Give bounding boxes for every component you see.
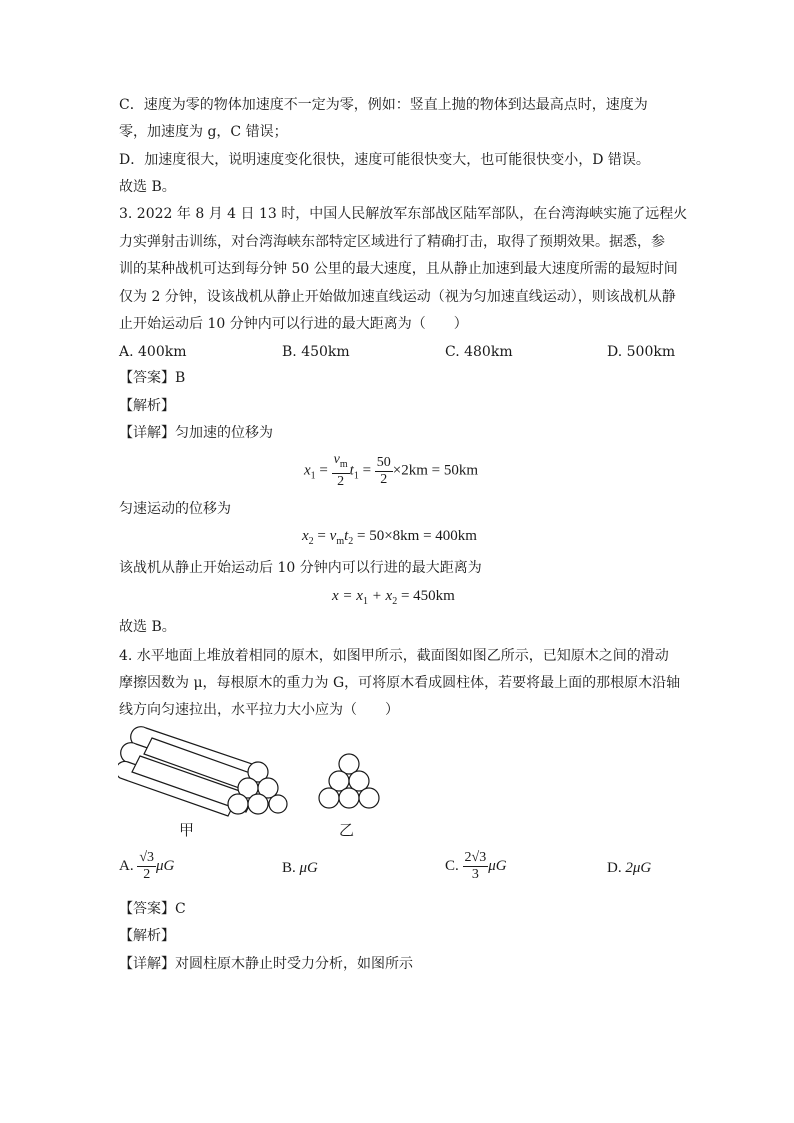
question3-analysis-heading: 【解析】 — [119, 398, 175, 414]
question4-option-a: A. $\frac{√3}{2}$ μG — [119, 850, 175, 882]
question4-line2: 摩擦因数为 μ，每根原木的重力为 G，可将原木看成圆柱体，若要将最上面的那根原木沿轴 — [119, 675, 681, 691]
question4-option-c: C. $\frac{2√3}{3}$ μG — [445, 850, 507, 882]
option-c-explanation-line1: C．速度为零的物体加速度不一定为零，例如：竖直上抛的物体到达最高点时，速度为 — [119, 97, 648, 113]
question4-line3: 线方向匀速拉出，水平拉力大小应为（ ） — [119, 702, 399, 718]
question3-option-b: B. 450km — [282, 344, 350, 360]
figure-label-yi: 乙 — [339, 821, 355, 839]
choose-b-conclusion-2: 故选 B。 — [119, 619, 176, 635]
question3-option-a: A. 400km — [119, 344, 187, 360]
question3-detail-intro: 【详解】匀加速的位移为 — [119, 425, 273, 441]
logs-cross-section-figure — [316, 752, 382, 812]
question4-option-d: D. 2μG — [607, 860, 652, 876]
option-d-explanation: D．加速度很大，说明速度变化很快，速度可能很快变大，也可能很快变小，D 错误。 — [119, 152, 650, 168]
question3-line1: 3. 2022 年 8 月 4 日 13 时，中国人民解放军东部战区陆军部队，在台湾海峡实施了远程火 — [119, 206, 688, 222]
question4-answer: 【答案】C — [119, 901, 186, 917]
question3-answer: 【答案】B — [119, 370, 186, 386]
choose-b-conclusion-1: 故选 B。 — [119, 179, 176, 195]
formula-uniform-displacement: $x_2 = v_mt_2 = 50\times 8km = 400km$ — [302, 528, 477, 547]
question4-detail-intro: 【详解】对圆柱原木静止时受力分析，如图所示 — [119, 956, 413, 972]
question3-line4: 仅为 2 分钟，设该战机从静止开始做加速直线运动（视为匀加速直线运动），则该战机从静 — [119, 289, 676, 305]
question3-line2: 力实弹射击训练，对台湾海峡东部特定区域进行了精确打击，取得了预期效果。据悉，参 — [119, 234, 665, 250]
logs-stack-figure — [118, 722, 288, 822]
formula-accelerating-displacement: $x_1$ = $\frac{v_m}{2}$ $t_1$ = $\frac{50}{2}$ ×2km = 50km — [304, 452, 479, 489]
max-distance-intro: 该战机从静止开始运动后 10 分钟内可以行进的最大距离为 — [119, 560, 482, 576]
question3-line3: 训的某种战机可达到每分钟 50 公里的最大速度，且从静止加速到最大速度所需的最短时间 — [119, 261, 678, 277]
formula-total-distance: $x = x_1 + x_2 = 450km$ — [332, 588, 455, 607]
uniform-motion-intro: 匀速运动的位移为 — [119, 501, 231, 517]
question4-option-b: B. μG — [282, 860, 318, 876]
question3-line5: 止开始运动后 10 分钟内可以行进的最大距离为（ ） — [119, 316, 468, 332]
question4-line1: 4. 水平地面上堆放着相同的原木，如图甲所示，截面图如图乙所示，已知原木之间的滑动 — [119, 648, 669, 664]
question3-option-c: C. 480km — [445, 344, 513, 360]
question4-analysis-heading: 【解析】 — [119, 928, 175, 944]
question3-option-d: D. 500km — [607, 344, 676, 360]
option-c-explanation-line2: 零，加速度为 g，C 错误； — [119, 124, 288, 140]
figure-label-jia: 甲 — [179, 821, 195, 839]
